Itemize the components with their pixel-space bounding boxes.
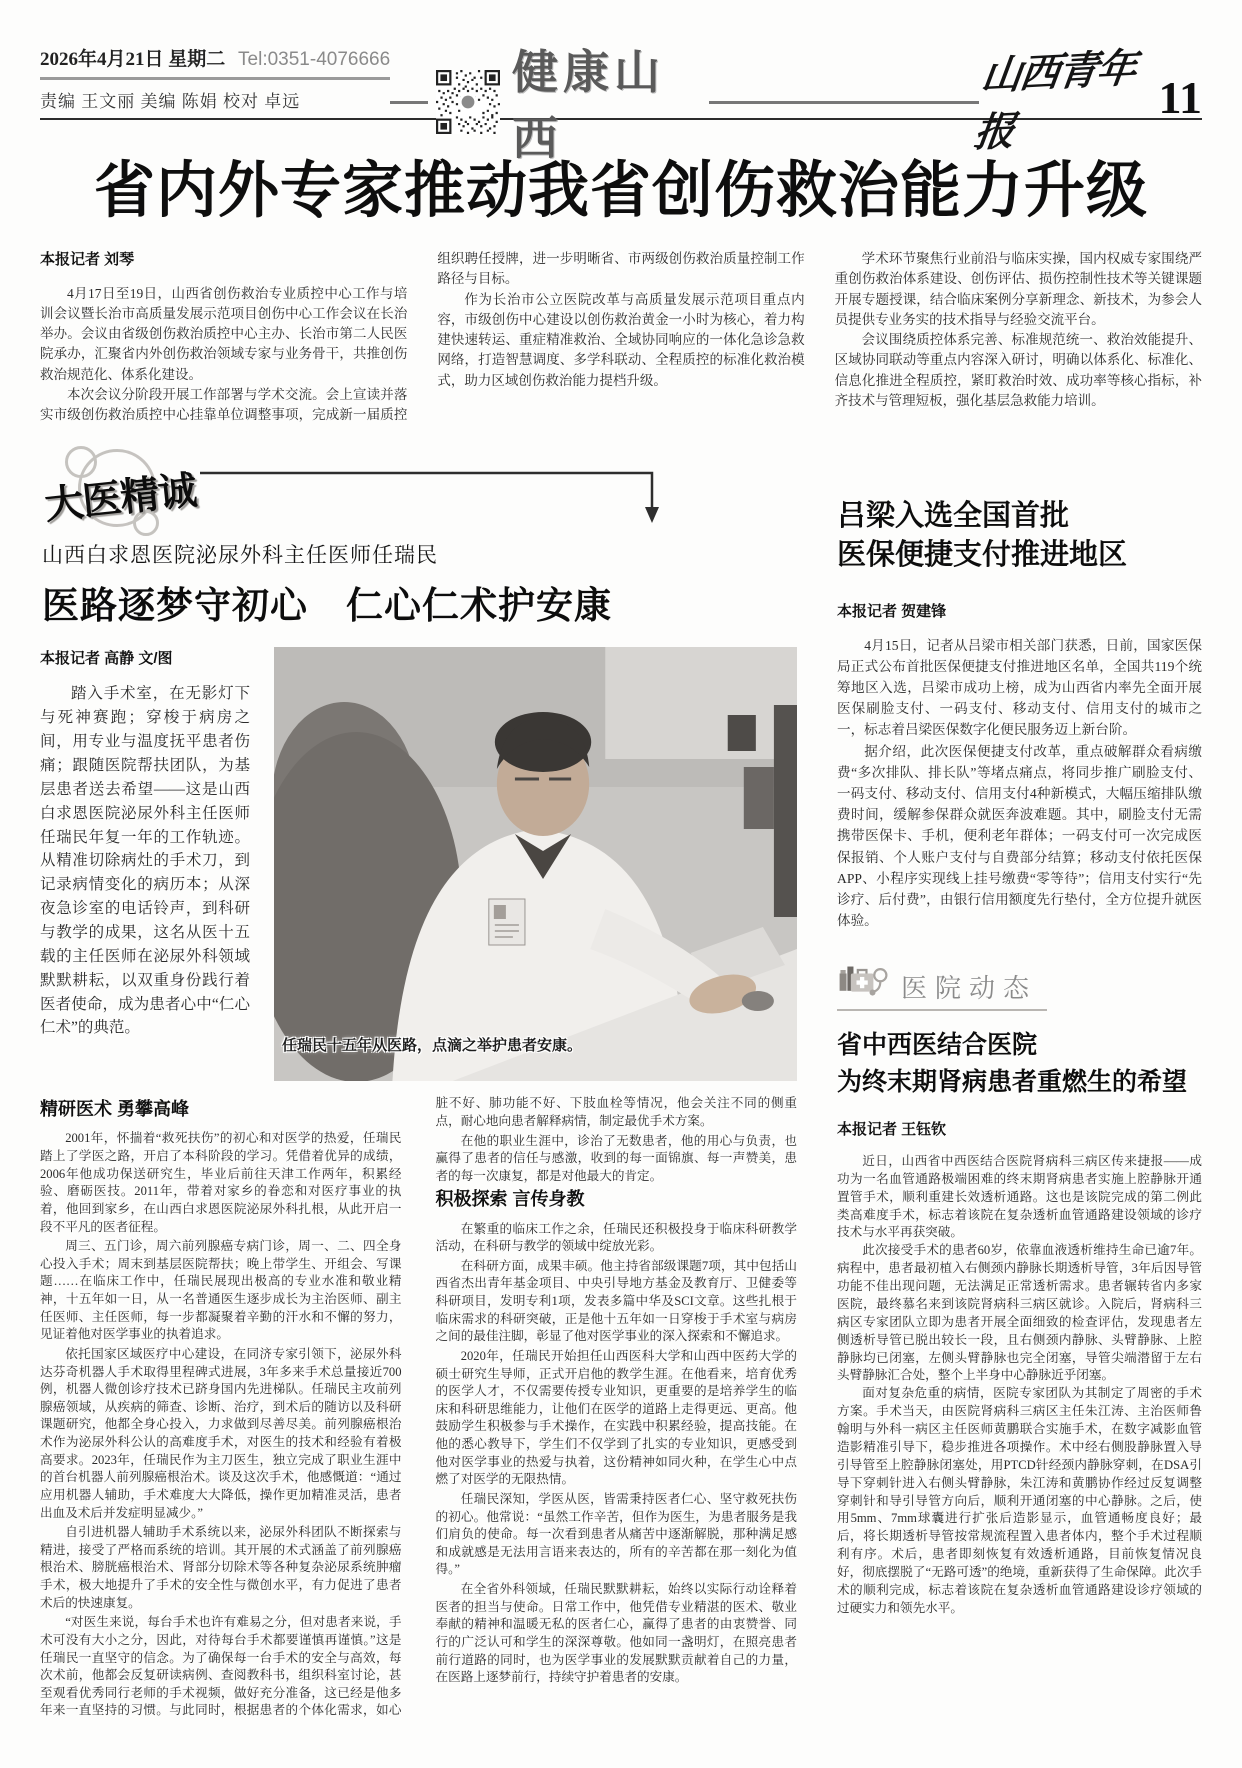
hospital-news-paragraph: 此次接受手术的患者60岁，依靠血液透析维持生命已逾7年。病程中，患者最初植入右侧颈内静脉长期透析导管，3年后因导管功能不佳出现问题，无法满足正常透析需求。患者辗转省内多家医院，最终慕名来到该院肾病科三病区就诊。入院后，肾病科三病区专家团队立即为患者开展全面细致的检查评估，发现患者左侧透析导管已脱出较长一段，且右侧颈内静脉、头臂静脉、上腔静脉均已闭塞，左侧头臂静脉也完全闭塞，导管尖端潜留于左右头臂静脉汇合处，整个上半身中心静脉近乎闭塞。	[837, 1243, 1202, 1383]
hospital-news-headline-line1: 省中西医结合医院	[837, 1031, 1038, 1060]
feature-intro: 踏入手术室，在无影灯下与死神赛跑；穿梭于病房之间，用专业与温度抚平患者伤痛；跟随医院帮扶团队，为基层患者送去希望——这是山西白求恩医院泌尿外科主任医师任瑞民年复一年的工作轨迹。从精准切除病灶的手术刀，到记录病情变化的病历本；从深夜急诊室的电话铃声，到科研与教学的成果，这名从医十五载的主任医师在泌尿外科领域默默耕耘，以双重身份践行着医者使命，成为患者心中“仁心仁术”的典范。	[40, 685, 250, 1037]
hospital-news-paragraph: 近日，山西省中西医结合医院肾病科三病区传来捷报——成功为一名血管通路极端困难的终末期肾病患者实施上腔静脉开通置管手术，顺利重建长效透析通路。这也是该院完成的第二例此类高难度手术，标志着该院在复杂透析血管通路建设领域的诊疗技术与水平再获突破。	[837, 1153, 1202, 1240]
feature-headline: 医路逐梦守初心 仁心仁术护安康	[42, 586, 612, 628]
hospital-news-badge	[837, 961, 1202, 1011]
header-right	[971, 30, 1202, 156]
feature-paragraph: 在繁重的临床工作之余，任瑞民还积极投身于临床科研教学活动，在科研与教学的领域中绽放光彩。	[435, 1221, 797, 1254]
medicare-byline: 本报记者 贺建锋	[837, 602, 947, 620]
hospital-news-paragraph: 面对复杂危重的病情，医院专家团队为其制定了周密的手术方案。手术当天，由医院肾病科三病区主任朱江涛、主治医师鲁翰明与外科一病区主任医师黄鹏联合实施手术，在数字减影血管造影精准引导下，稳步推进各项操作。术中经右侧股静脉置入导引导管至上腔静脉闭塞处，用PTCD针经颈内静脉穿刺，在DSA引导下穿刺针进入右侧头臂静脉，朱江涛和黄鹏协作经过反复调整穿刺针和导引导管方向后，顺利开通闭塞的中心静脉。之后，使用5mm、7mm球囊进行扩张后造影显示，血管通畅度良好；最后，将长期透析导管按常规流程置入患者体内，整个手术过程顺利有序。术后，患者即刻恢复有效透析通路，目前恢复情况良好，彻底摆脱了“无路可透”的绝境，重新获得了生命保障。此次手术的顺利完成，标志着该院在复杂透析血管通路建设诊疗领域的过硬实力和领先水平。	[837, 1386, 1202, 1615]
feature-kicker: 山西白求恩医院泌尿外科主任医师任瑞民	[42, 543, 438, 568]
phone-number: Tel:0351-4076666	[238, 49, 391, 70]
feature-body-columns	[40, 1095, 797, 1743]
feature-paragraph: 依托国家区域医疗中心建设，在同济专家引领下，泌尿外科达芬奇机器人手术取得里程碑式进展，3年多来手术总量接近700例，机器人微创诊疗技术已跻身国内先进梯队。任瑞民主攻前列腺癌领域，从疾病的筛查、诊断、治疗，到术后的随访以及科研课题研究，他都全身心投入，力求做到尽善尽美。前列腺癌根治术作为泌尿外科公认的高难度手术，对医生的技术和经验有着极高要求。2023年，任瑞民作为主刀医生，独立完成了职业生涯中的首台机器人前列腺癌根治术。谈及这次手术，他感慨道：“通过应用机器人辅助，手术难度大大降低，操作更加精准灵活，患者出血及术后并发症明显减少。”	[40, 1346, 402, 1520]
hospital-news-body	[837, 1153, 1202, 1618]
feature-paragraph: 在全省外科领域，任瑞民默默耕耘，始终以实际行动诠释着医者的担当与使命。日常工作中，他凭借专业精湛的医术、敬业奉献的精神和温暖无私的医者仁心，赢得了患者的由衷赞誉、同行的广泛认可和学生的深深尊敬。他如同一盏明灯，在照亮患者前行道路的同时，也为医学事业的发展默默贡献着自己的力量，在医路上逐梦前行，持续守护着患者的安康。	[435, 1582, 797, 1685]
column-badge-row	[40, 451, 797, 539]
divider-rule	[709, 101, 979, 104]
medicare-headline	[837, 497, 1202, 575]
hospital-news-label: 医院动态	[901, 973, 1038, 1004]
feature-paragraph: 在他的职业生涯中，诊治了无数患者，他的用心与负责，也赢得了患者的信任与感激，收到的每一面锦旗、每一声赞美，患者的每一次康复，都是对他最大的肯定。	[435, 1133, 797, 1183]
badge-pointer-arrow-icon	[200, 467, 680, 529]
lead-article-body	[40, 249, 1202, 425]
lead-paragraph: 作为长治市公立医院改革与高质量发展示范项目重点内容，市级创伤中心建设以创伤救治黄金一小时为核心，着力构建快速转运、重症精准救治、全域协同响应的一体化急诊急救网络，打造智慧调度、多学科联动、全程质控的标准化救治模式，助力区域创伤救治能力提档升级。	[437, 291, 805, 388]
hospital-news-headline	[837, 1027, 1202, 1100]
doctor-at-desk-photo	[274, 647, 797, 1081]
feature-paragraph: 周三、五门诊，周六前列腺癌专病门诊，周一、二、四全身心投入手术；周末到基层医院帮扶；晚上带学生、开组会、写课题……在临床工作中，任瑞民展现出极高的专业水准和敬业精神，十五年如一日，从一名普通医生逐步成长为主治医师、副主任医师、主任医师，每一步都凝聚着辛勤的汗水和不懈的努力，见证着他对医学事业的执着追求。	[40, 1239, 402, 1342]
feature-paragraph: “对医生来说，每台手术也许有难易之分，但对患者来说，手术可没有大小之分，因此，对待每台手术都要谨慎再谨慎。”这是任瑞民一直坚守的信念。为了确保每一台手术的安全与高效，每次术前，他都会反复研读病例、查阅教科书，组织科室讨论，甚至观看优秀同行老师的手术视频，做好充分准备，这已经是他多年来一直坚持的习惯。与此同时，根据患者的个体化需求，如心脏不好、肺功能不好、下肢血栓等情况，他会关注不同的侧重点，耐心地向患者解释病情，制定最优手术方案。	[40, 1096, 797, 1718]
medicare-headline-line2: 医保便捷支付推进地区	[837, 539, 1128, 572]
photo-caption: 任瑞民十五年从医路，点滴之举护患者安康。	[282, 1037, 583, 1055]
page-number: 11	[1158, 71, 1202, 123]
feature-article	[40, 451, 797, 1743]
column-badge	[40, 451, 200, 537]
lead-paragraph: 学术环节聚焦行业前沿与临床实操，国内权威专家围绕严重创伤救治体系建设、创伤评估、损伤控制性技术等关键课题开展专题授课，结合临床案例分享新理念、新技术，为参会人员提供专业务实的技术指导与经验交流平台。	[834, 251, 1202, 327]
qr-code-icon	[436, 70, 500, 134]
lead-paragraph: 4月17日至19日，山西省创伤救治专业质控中心工作与培训会议暨长治市高质量发展示范项目创伤中心工作会议在长治举办。会议由省级创伤救治质控中心主办、长治市第二人民医院承办，汇聚省内外创伤救治领域专家与业务骨干，共推创伤救治规范化、体系化建设。	[40, 285, 408, 382]
feature-section1-title: 精研医术 勇攀高峰	[40, 1099, 190, 1120]
feature-paragraph: 自引进机器人辅助手术系统以来，泌尿外科团队不断探索与精进，接受了严格而系统的培训。其开展的术式涵盖了前列腺癌根治术、膀胱癌根治术、肾部分切除术等各种复杂泌尿系统肿瘤手术，极大地提升了手术的安全性与微创水平，有力促进了患者术后的快速康复。	[40, 1525, 402, 1610]
lead-byline: 本报记者 刘琴	[40, 251, 135, 268]
header-left	[40, 30, 390, 112]
lead-article	[40, 142, 1202, 425]
medicare-body	[837, 635, 1202, 932]
feature-paragraph: 2020年，任瑞民开始担任山西医科大学和山西中医药大学的硕士研究生导师，正式开启他的教学生涯。在他看来，培育优秀的医学人才，不仅需要传授专业知识，更重要的是培养学生的临床和科研思维能力，让他们在医学的道路上走得更远、更高。他鼓励学生积极参与手术操作，在实践中积累经验，提高技能。在他的悉心教导下，学生们不仅学到了扎实的专业知识，更感受到他对医学事业的热爱与执着，这份精神如同火种，在学生心中点燃了对医学的无限热情。	[435, 1348, 797, 1487]
hospital-news-headline-line2: 为终末期肾病患者重燃生的希望	[837, 1067, 1188, 1096]
lead-paragraph: 会议围绕质控体系完善、标准规范统一、救治效能提升、区域协同联动等重点内容深入研讨，明确以体系化、标准化、信息化推进全程质控，紧盯救治时效、成功率等核心指标，补齐技术与管理短板，强化基层急救能力培训。	[834, 332, 1202, 408]
main-content	[40, 451, 1202, 1743]
date: 2026年4月21日	[40, 49, 164, 70]
divider-rule	[390, 101, 428, 104]
feature-paragraph: 任瑞民深知，学医从医，皆需秉持医者仁心、坚守救死扶伤的初心。他常说：“虽然工作辛苦，但作为医生，为患者服务是我们肩负的使命。每一次看到患者从痛苦中逐渐解脱，那种满足感和成就感是无法用言语来表达的，所有的辛苦都在那一刻化为值得。”	[435, 1491, 797, 1577]
badge-text: 大医精诚	[42, 469, 199, 529]
feature-paragraph: 在科研方面，成果丰硕。他主持省部级课题7项，其中包括山西省杰出青年基金项目、中央引导地方基金及教育厅、卫健委等科研项目，发明专利1项，发表多篇中华及SCI文章。这些扎根于临床需求的科研突破，正是他十五年如一日穿梭于手术室与病房之间的最佳注脚，彰显了他对医学事业的深入探索和不懈追求。	[435, 1258, 797, 1344]
feature-photo	[274, 647, 797, 1081]
feature-byline: 本报记者 高静 文/图	[40, 650, 173, 668]
medicare-paragraph: 4月15日，记者从吕梁市相关部门获悉，日前，国家医保局正式公布首批医保便捷支付推进地区名单，全国共119个统筹地区入选，吕梁市成功上榜，成为山西省内率先全面开展医保刷脸支付、一码支付、移动支付、信用支付的城市之一，标志着吕梁医保数字化便民服务迈上新台阶。	[837, 637, 1202, 738]
feature-top-region	[40, 647, 797, 1081]
feature-section2-title: 积极探索 言传身教	[435, 1189, 585, 1210]
feature-intro-column	[40, 647, 250, 1081]
lead-paragraph: 本次会议分阶段开展工作部署与学术交流。会上宣读并落实市级创伤救治质控中心挂靠单位调整事项，完成新一届质控组织聘任授牌，进一步明晰省、市两级创伤救治质量控制工作路径与目标。	[40, 251, 805, 422]
medicare-headline-line1: 吕梁入选全国首批	[837, 500, 1070, 533]
editors-line: 责编 王文丽 美编 陈娟 校对 卓远	[40, 92, 301, 111]
medicare-article	[837, 497, 1202, 931]
right-column	[837, 451, 1202, 1743]
first-aid-kit-icon	[837, 961, 889, 1005]
section-title: 健康山西	[511, 47, 665, 164]
date-line	[40, 44, 390, 80]
weekday: 星期二	[168, 49, 226, 70]
feature-paragraph: 2001年，怀揣着“救死扶伤”的初心和对医学的热爱，任瑞民踏上了学医之路，开启了本科阶段的学习。凭借着优异的成绩，2006年他成功保送研究生，毕业后前往天津工作两年，积累经验、磨砺医技。2011年，带着对家乡的眷恋和对医疗事业的执着，他回到家乡，在山西白求恩医院泌尿外科扎根，从此开启一段不平凡的医者征程。	[40, 1131, 402, 1234]
page-header	[40, 30, 1202, 164]
hospital-news-byline: 本报记者 王钰钦	[837, 1120, 947, 1138]
lead-headline: 省内外专家推动我省创伤救治能力升级	[93, 158, 1148, 225]
hospital-news-article	[837, 961, 1202, 1617]
medicare-paragraph: 据介绍，此次医保便捷支付改革，重点破解群众看病缴费“多次排队、排长队”等堵点痛点，将同步推广刷脸支付、一码支付、移动支付、信用支付4种新模式，大幅压缩排队缴费时间，缓解参保群众就医奔波难题。其中，刷脸支付无需携带医保卡、手机，便利老年群体；一码支付可一次完成医保报销、个人账户支付与自费部分结算；移动支付依托医保APP、小程序实现线上挂号缴费“零等待”；信用支付实行“先诊疗、后付费”，由银行信用额度先行垫付，全方位提升就医体验。	[837, 743, 1202, 929]
masthead-logo: 山西青年报	[971, 45, 1138, 156]
